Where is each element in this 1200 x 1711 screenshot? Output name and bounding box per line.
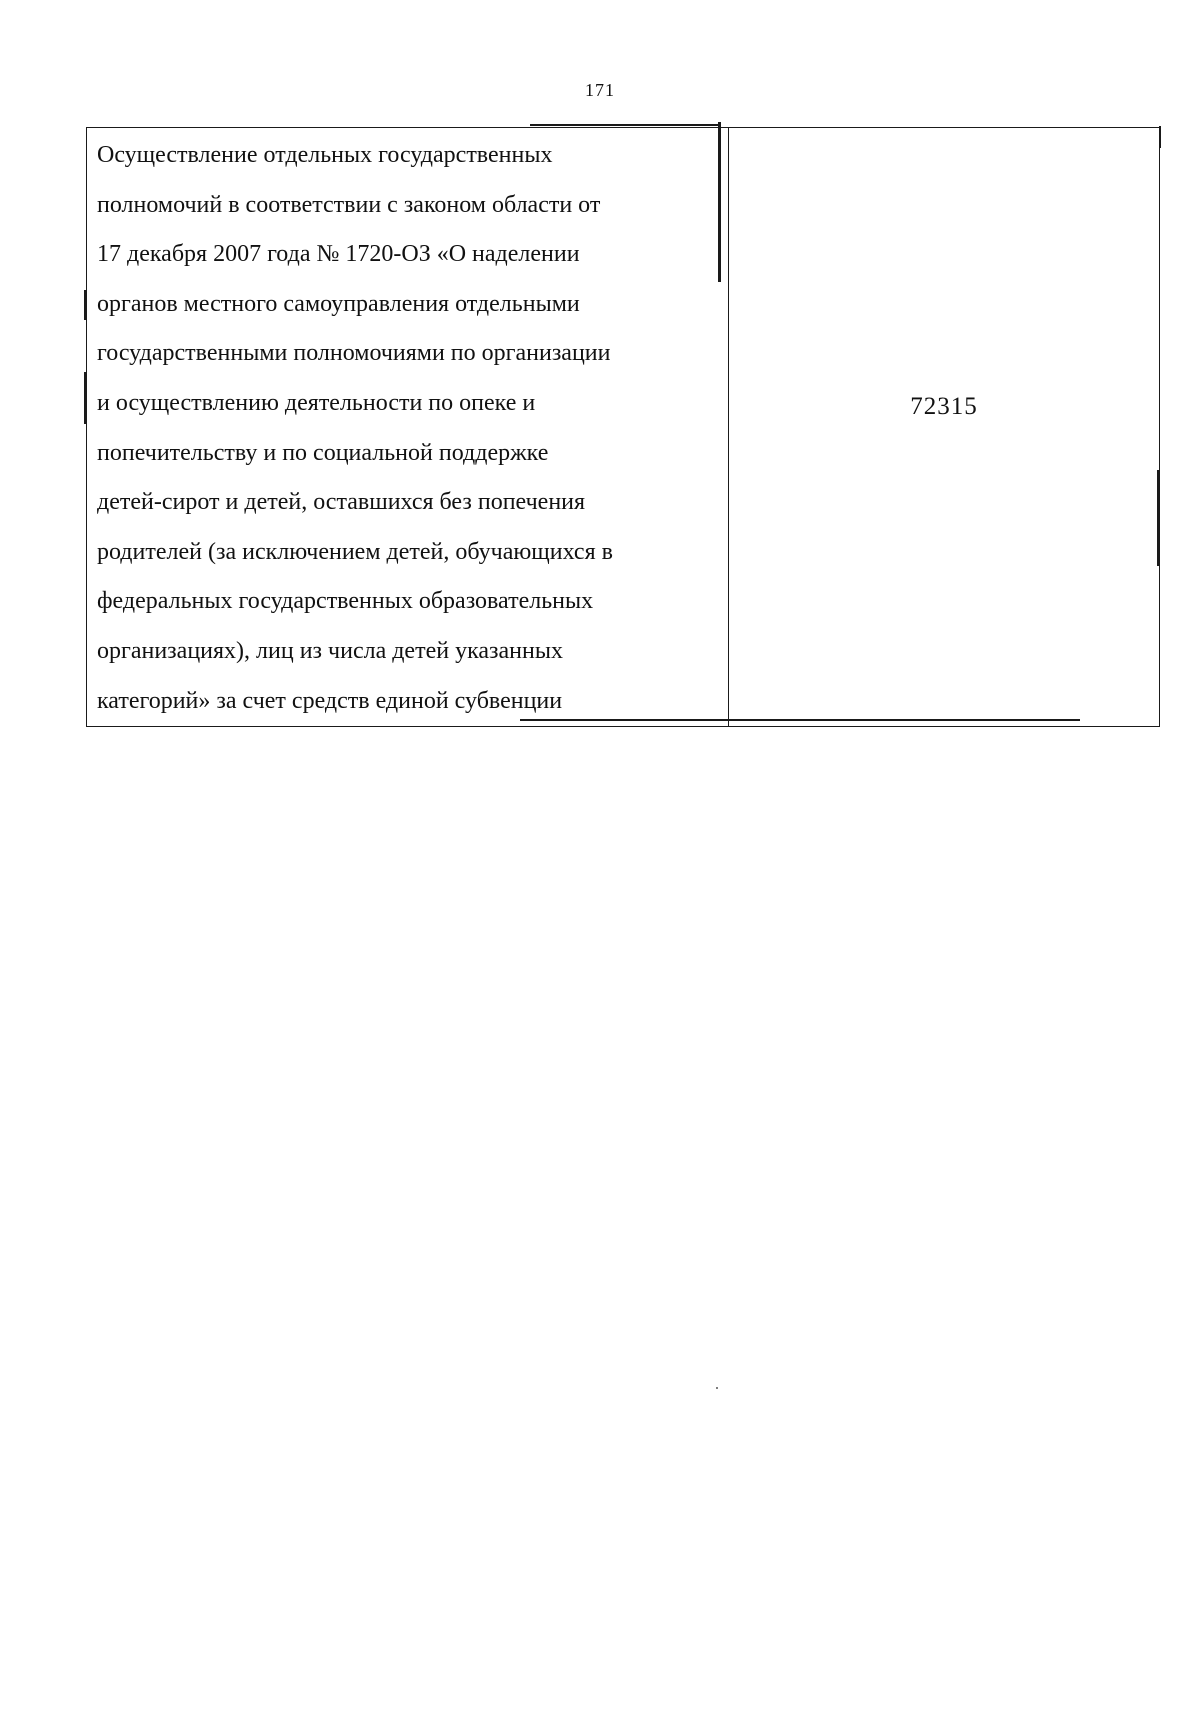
description-line: государственными полномочиями по организации <box>97 340 611 367</box>
description-line: 17 декабря 2007 года № 1720-ОЗ «О наделении <box>97 241 580 268</box>
description-line: федеральных государственных образовательных <box>97 588 594 615</box>
scan-artifact <box>1157 470 1160 566</box>
amount-cell <box>729 128 1160 727</box>
scan-speck <box>716 1387 718 1389</box>
description-line: родителей (за исключением детей, обучающихся в <box>97 538 613 565</box>
description-text <box>87 128 728 726</box>
description-line: полномочий в соответствии с законом области от <box>97 191 601 218</box>
scan-artifact <box>520 719 1080 721</box>
description-cell <box>87 128 729 727</box>
description-line: попечительству и по социальной поддержке <box>97 439 549 466</box>
table-row <box>87 128 1160 727</box>
page-number: 171 <box>585 80 615 100</box>
scan-artifact <box>530 124 720 126</box>
description-line: Осуществление отдельных государственных <box>97 142 553 168</box>
description-line: и осуществлению деятельности по опеке и <box>97 389 536 416</box>
scan-artifact <box>84 290 87 320</box>
scan-artifact <box>1159 126 1161 148</box>
description-line: детей-сирот и детей, оставшихся без попечения <box>97 489 586 516</box>
description-line: организациях), лиц из числа детей указанных <box>97 637 563 664</box>
amount-value: 72315 <box>910 393 978 421</box>
budget-table <box>86 127 1160 727</box>
description-line: органов местного самоуправления отдельными <box>97 290 580 317</box>
scan-artifact <box>84 372 87 424</box>
scan-artifact <box>718 122 721 282</box>
description-line: категорий» за счет средств единой субвенции <box>97 687 563 714</box>
